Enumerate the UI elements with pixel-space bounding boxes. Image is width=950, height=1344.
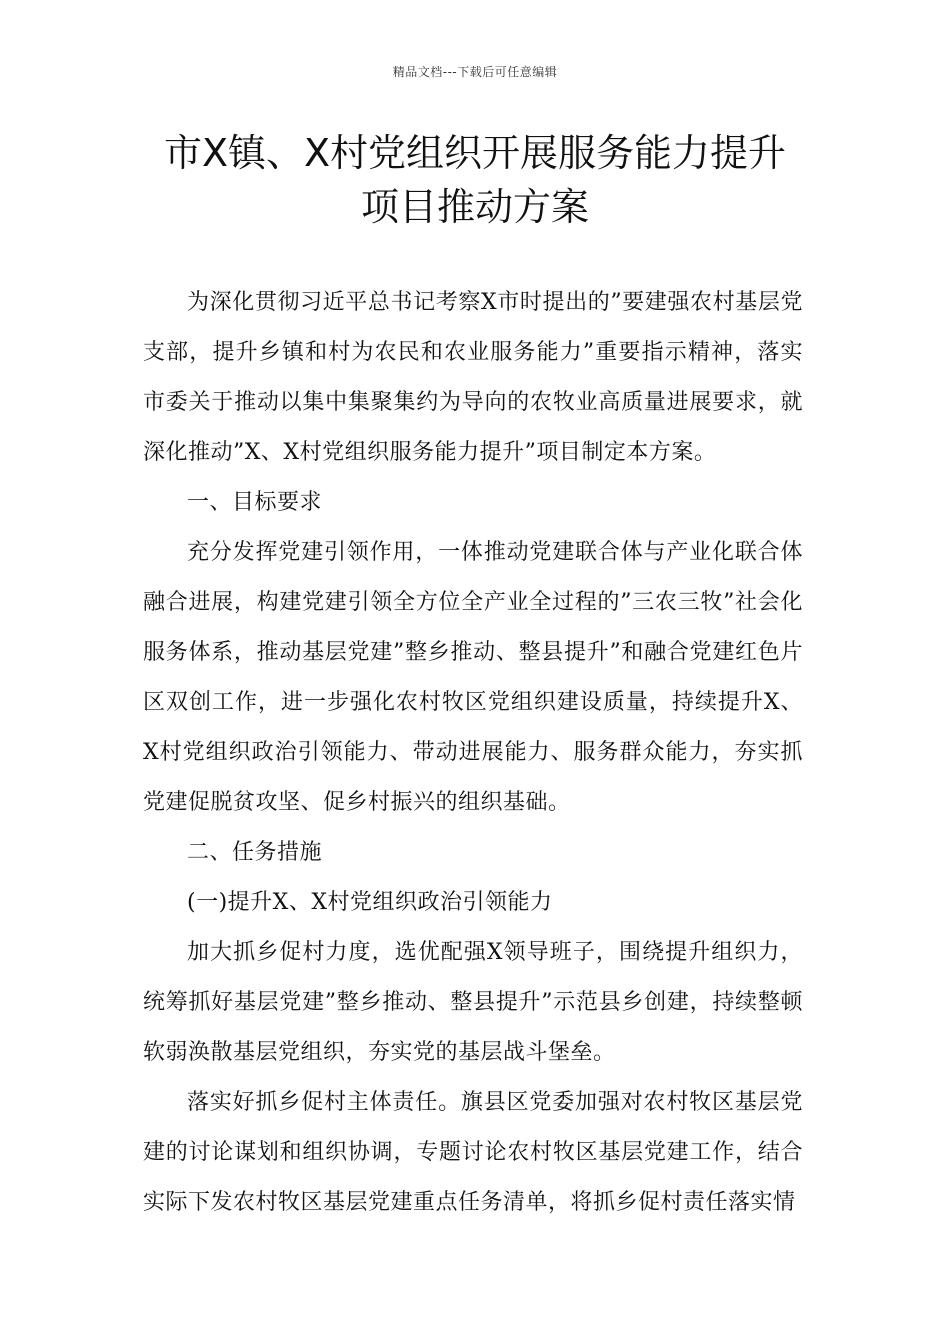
political-paragraph-1: 加大抓乡促村力度，选优配强X领导班子，围绕提升组织力，统筹抓好基层党建”整乡推动、整县提升”示范县乡创建，持续整顿软弱涣散基层党组织，夯实党的基层战斗堡垒。 [143, 940, 803, 1065]
title-line-2: 项目推动方案 [360, 185, 589, 229]
section-heading-goals: 一、目标要求 [187, 490, 323, 515]
title-line-1: 市X镇、X村党组织开展服务能力提升 [163, 131, 787, 175]
section-heading-tasks: 二、任务措施 [187, 840, 323, 865]
intro-paragraph: 为深化贯彻习近平总书记考察X市时提出的”要建强农村基层党支部，提升乡镇和村为农民和农业服务能力”重要指示精神，落实市委关于推动以集中集聚集约为导向的农牧业高质量进展要求，就深化推动”X、X村党组织服务能力提升”项目制定本方案。 [143, 290, 803, 465]
subsection-heading-political: (一)提升X、X村党组织政治引领能力 [187, 890, 553, 915]
document-body [143, 278, 803, 1228]
document-title [120, 126, 830, 234]
goals-paragraph: 充分发挥党建引领作用，一体推动党建联合体与产业化联合体融合进展，构建党建引领全方位全产业全过程的”三农三牧”社会化服务体系，推动基层党建”整乡推动、整县提升”和融合党建红色片区双创工作，进一步强化农村牧区党组织建设质量，持续提升X、X村党组织政治引领能力、带动进展能力、服务群众能力，夯实抓党建促脱贫攻坚、促乡村振兴的组织基础。 [143, 540, 803, 815]
political-paragraph-2: 落实好抓乡促村主体责任。旗县区党委加强对农村牧区基层党建的讨论谋划和组织协调，专题讨论农村牧区基层党建工作，结合实际下发农村牧区基层党建重点任务清单，将抓乡促村责任落实情 [143, 1090, 803, 1215]
header-note: 精品文档---下载后可任意编辑 [392, 65, 558, 79]
